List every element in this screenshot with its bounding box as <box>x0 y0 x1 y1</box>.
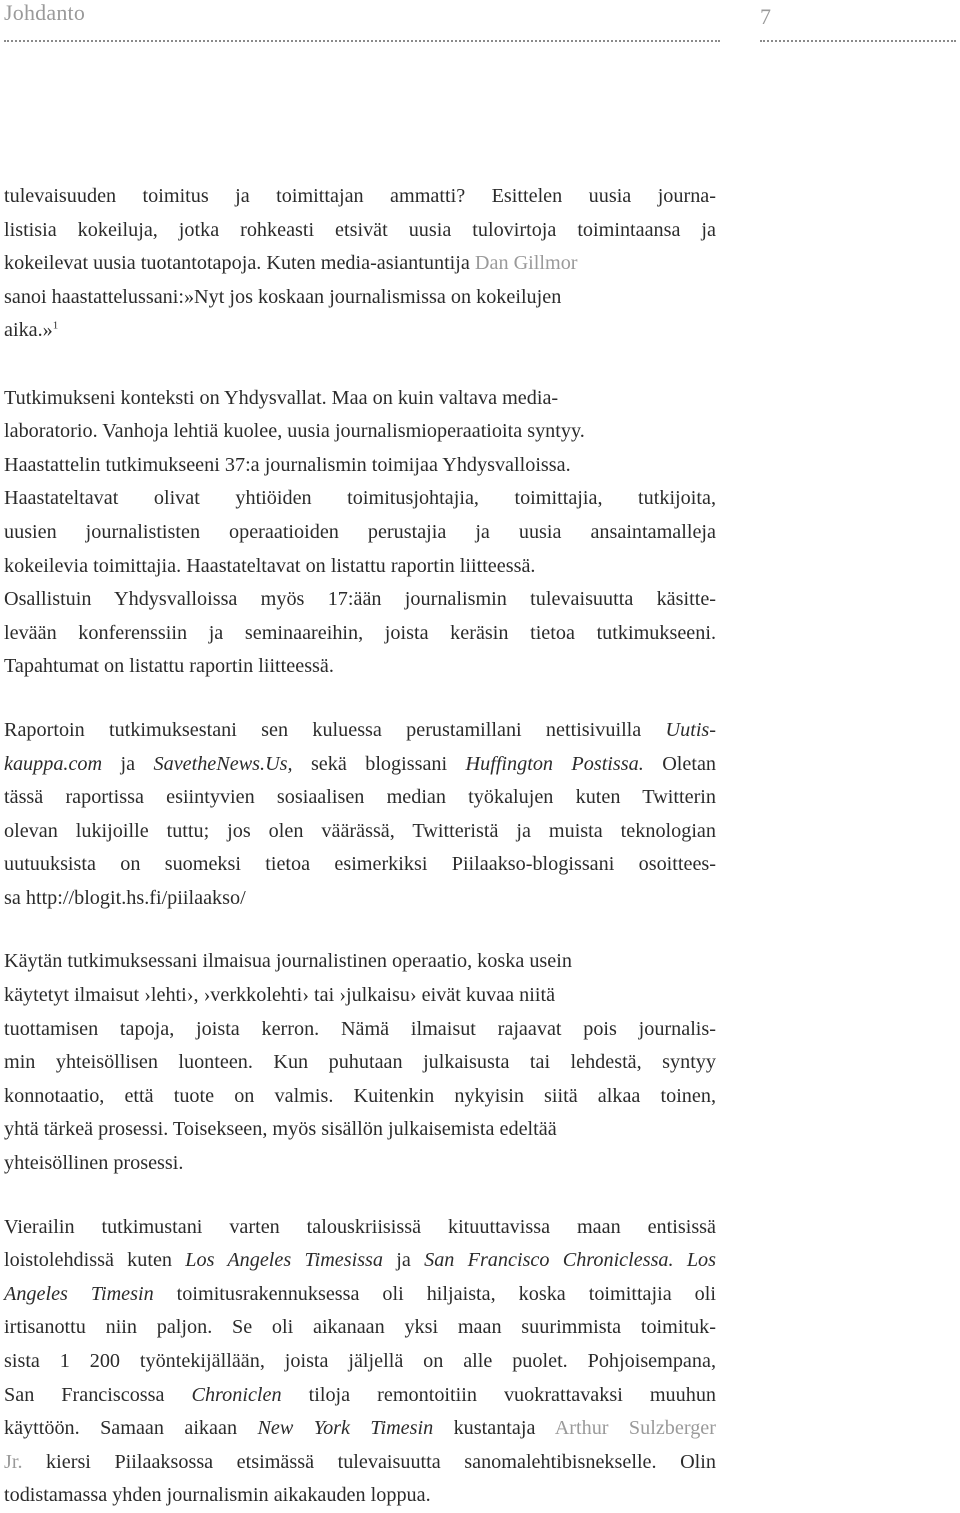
paragraph-3 <box>4 714 716 916</box>
header-rule-right <box>760 40 956 42</box>
text-line: sista 1 200 työntekijällään, joista jäljellä on alle puolet. Pohjoisempana, <box>4 1350 716 1372</box>
text-line: kauppa.com ja SavetheNews.Us, sekä blogissani Huffington Postissa. Oletan <box>4 752 717 775</box>
text-line: Jr. kiersi Piilaaksossa etsimässä tulevaisuutta sanomalehtibisnekselle. Olin <box>4 1450 716 1473</box>
text-line: käytetyt ilmaisut ›lehti›, ›verkkolehti› tai ›julkaisu› eivät kuvaa niitä <box>4 984 556 1007</box>
text-line: Vierailin tutkimustani varten talouskriisissä kituuttavissa maan entisissä <box>4 1215 716 1238</box>
text-line: uutuuksista on suomeksi tietoa esimerkiksi Piilaakso-blogissani osoittees- <box>4 853 716 876</box>
text-line: Tutkimukseni konteksti on Yhdysvallat. Maa on kuin valtava media- <box>4 386 559 409</box>
chapter-title: Johdanto <box>4 0 86 25</box>
text-line: laboratorio. Vanhoja lehtiä kuolee, uusia journalismioperaatioita syntyy. <box>4 420 585 443</box>
paragraph-5 <box>4 1211 716 1513</box>
text-line: yhteisöllinen prosessi. <box>4 1152 184 1175</box>
person-name: Arthur Sulzberger <box>554 1417 716 1440</box>
text-line: todistamassa yhden journalismin aikakauden loppua. <box>4 1484 431 1507</box>
text-line: Angeles Timesin toimitusrakennuksessa oli hiljaista, koska toimittajia oli <box>4 1282 716 1305</box>
text-line: Haastattelin tutkimukseeni 37:a journalismin toimijaa Yhdysvalloissa. <box>4 453 571 476</box>
text-line: Osallistuin Yhdysvalloissa myös 17:ään journalismin tulevaisuutta käsitte- <box>4 588 716 611</box>
person-name: Dan Gillmor <box>474 252 578 275</box>
header-rule-left <box>4 40 720 42</box>
text-line: uusien journalististen operaatioiden perustajia ja uusia ansaintamalleja <box>4 520 716 543</box>
body-text <box>4 180 716 1513</box>
text-line: Tapahtumat on listattu raportin liitteessä. <box>4 655 334 678</box>
person-name: Jr. <box>4 1450 23 1473</box>
text-line: aika.»$^1$ <box>4 319 59 342</box>
text-line: kokeilevat uusia tuotantotapoja. Kuten media-asiantuntija Dan Gillmor <box>4 252 578 275</box>
text-line: käyttöön. Samaan aikaan New York Timesin kustantaja Arthur Sulzberger <box>4 1417 716 1440</box>
text-line: min yhteisöllisen luonteen. Kun puhutaan julkaisusta tai lehdestä, syntyy <box>4 1051 716 1074</box>
text-line: tuottamisen tapoja, joista kerron. Nämä ilmaisut rajaavat pois journalis- <box>4 1017 716 1040</box>
text-line: sanoi haastattelussani:»Nyt jos koskaan journalismissa on kokeilujen <box>4 285 562 308</box>
text-line: irtisanottu niin paljon. Se oli aikanaan yksi maan suurimmista toimituk- <box>4 1316 716 1339</box>
text-line: Haastateltavat olivat yhtiöiden toimitusjohtajia, toimittajia, tutkijoita, <box>4 487 716 510</box>
text-line: yhtä tärkeä prosessi. Toisekseen, myös sisällön julkaisemista edeltää <box>4 1118 557 1141</box>
paragraph-2 <box>4 382 716 684</box>
paragraph-1 <box>4 180 716 348</box>
text-line: Käytän tutkimuksessani ilmaisua journalistinen operaatio, koska usein <box>4 950 572 973</box>
text-line: konnotaatio, että tuote on valmis. Kuitenkin nykyisin siitä alkaa toinen, <box>4 1084 716 1107</box>
text-line: tulevaisuuden toimitus ja toimittajan ammatti? Esittelen uusia journa- <box>4 185 716 207</box>
text-line: kokeilevia toimittajia. Haastateltavat on listattu raportin liitteessä. <box>4 554 536 577</box>
text-line: San Franciscossa Chroniclen tiloja remontoitiin vuokrattavaksi muuhun <box>4 1383 717 1406</box>
text-line: listisia kokeiluja, jotka rohkeasti etsivät uusia tulovirtoja toimintaansa ja <box>4 218 716 241</box>
text-line: levään konferenssiin ja seminaareihin, joista keräsin tietoa tutkimukseeni. <box>4 621 716 644</box>
text-line: sa http://blogit.hs.fi/piilaakso/ <box>4 886 246 909</box>
text-line: tässä raportissa esiintyvien sosiaalisen median työkalujen kuten Twitterin <box>4 786 716 809</box>
footnote-marker: 1 <box>52 319 59 332</box>
running-header <box>0 0 960 48</box>
text-line: Raportoin tutkimuksestani sen kuluessa perustamillani nettisivuilla Uutis- <box>4 718 716 741</box>
page-number: 7 <box>760 4 771 29</box>
text-line: loistolehdissä kuten Los Angeles Timesissa ja San Francisco Chroniclessa. Los <box>4 1249 717 1272</box>
paragraph-4 <box>4 945 716 1180</box>
text-line: olevan lukijoille tuttu; jos olen väärässä, Twitteristä ja muista teknologian <box>4 819 716 842</box>
